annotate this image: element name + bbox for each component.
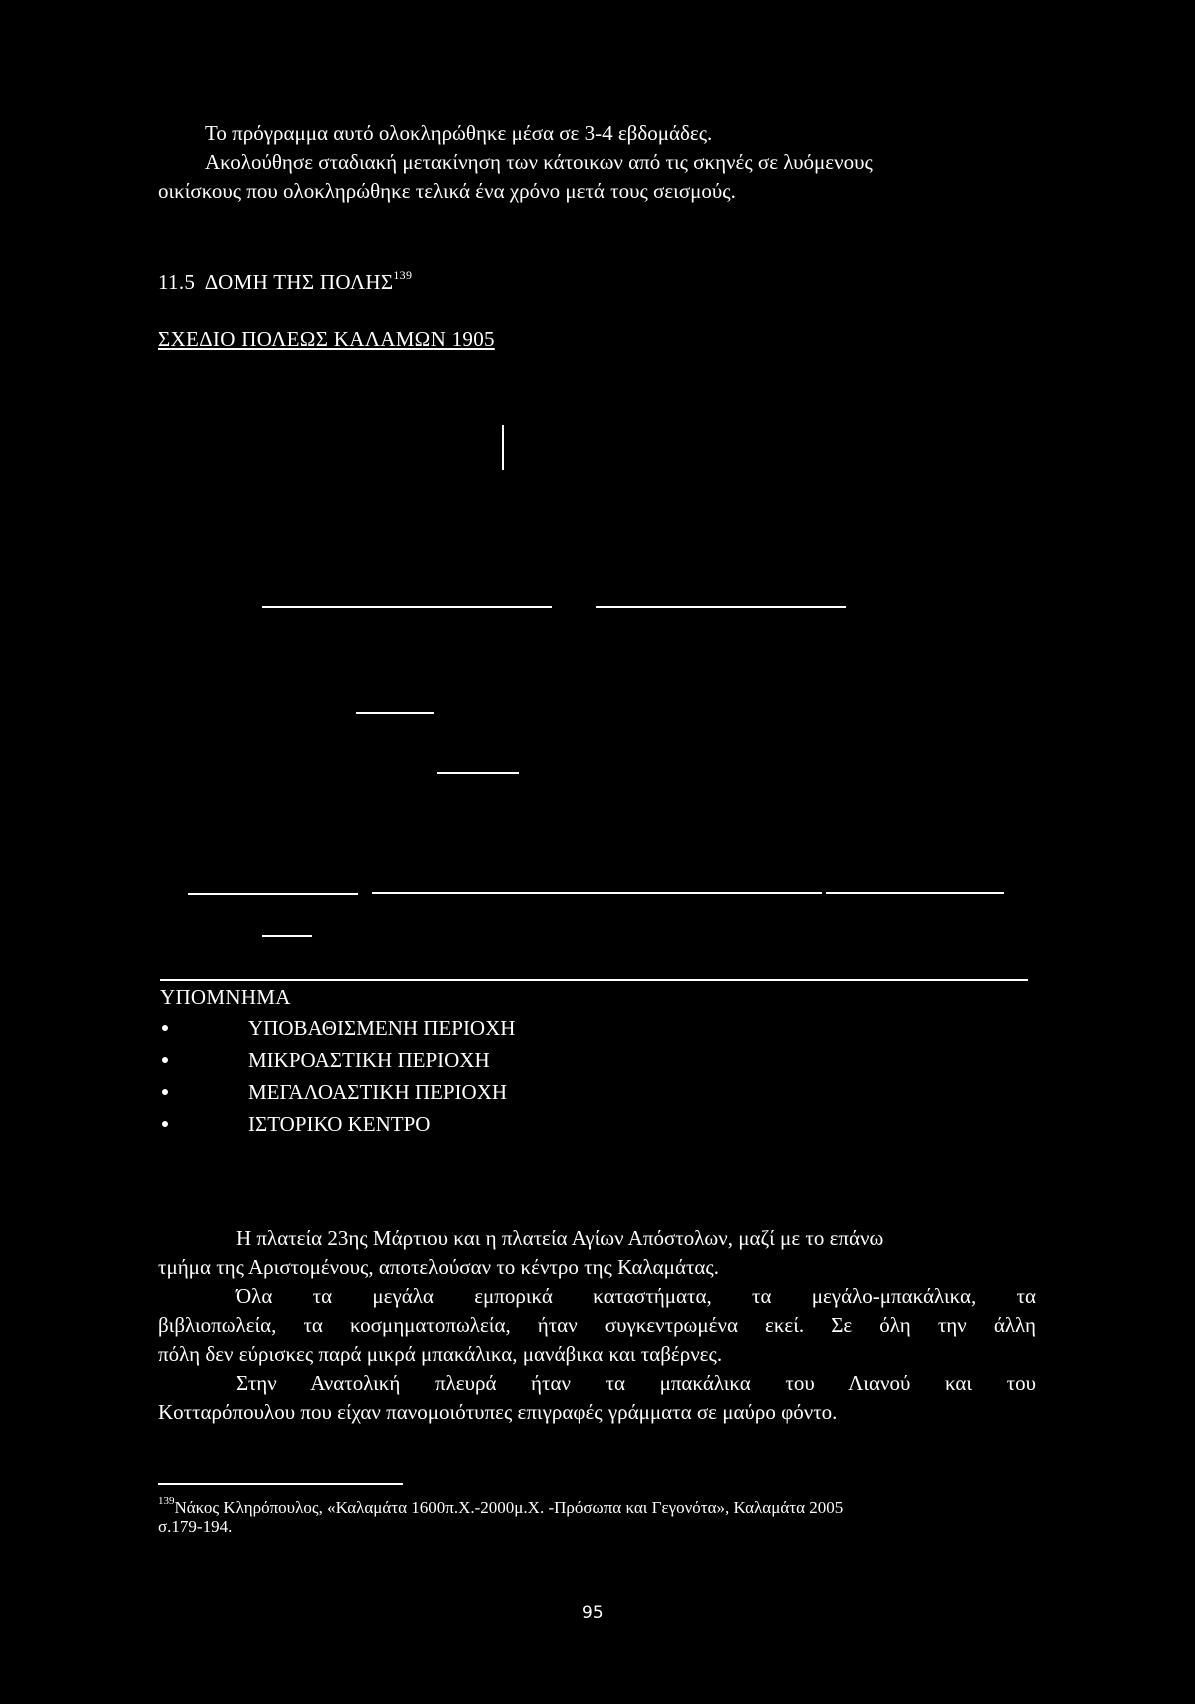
legend-item-label: ΜΙΚΡΟΑΣΤΙΚΗ ΠΕΡΙΟΧΗ [248, 1048, 490, 1072]
map-line [188, 893, 358, 895]
legend-item [160, 1012, 660, 1044]
footnote-line-2: σ.179-194. [158, 1517, 233, 1536]
body-line-3: Όλα τα μεγάλα εμπορικά καταστήματα, τα μεγάλο-μπακάλικα, τα [236, 1284, 1036, 1308]
bullet-icon [162, 1089, 168, 1095]
legend-heading: ΥΠΟΜΝΗΜΑ [160, 985, 291, 1009]
intro-line-2: Ακολούθησε σταδιακή μετακίνηση των κάτοικων από τις σκηνές σε λυόμενους [205, 150, 873, 174]
bullet-icon [162, 1025, 168, 1031]
intro-line-1: Το πρόγραμμα αυτό ολοκληρώθηκε μέσα σε 3-4 εβδομάδες. [205, 121, 713, 145]
legend-item [160, 1076, 660, 1108]
map-line [596, 606, 846, 608]
body-line-6: Στην Ανατολική πλευρά ήταν τα μπακάλικα του Λιανού και του [236, 1371, 1036, 1395]
map-line [372, 892, 822, 894]
footnote-text: Νάκος Κληρόπουλος, «Καλαμάτα 1600π.Χ.-2000μ.Χ. -Πρόσωπα και Γεγονότα», Καλαμάτα 2005 [174, 1498, 844, 1517]
footnote-line-1 [158, 1488, 843, 1521]
body-line-4: βιβλιοπωλεία, τα κοσμηματοπωλεία, ήταν συγκεντρωμένα εκεί. Σε όλη την άλλη [158, 1313, 1036, 1337]
map-line [826, 892, 1004, 894]
section-title: ΔΟΜΗ ΤΗΣ ΠΟΛΗΣ [204, 270, 394, 294]
body-line-7: Κοτταρόπουλου που είχαν πανομοιότυπες επιγραφές γράμματα σε μαύρο φόντο. [158, 1400, 838, 1424]
legend-item-label: ΜΕΓΑΛΟΑΣΤΙΚΗ ΠΕΡΙΟΧΗ [248, 1080, 508, 1104]
bullet-icon [162, 1057, 168, 1063]
map-line [262, 935, 312, 937]
legend-item [160, 1108, 660, 1140]
map-line [262, 606, 552, 608]
map-line [437, 772, 519, 774]
page-number: 95 [582, 1603, 604, 1623]
legend-item [160, 1044, 660, 1076]
legend-item-label: ΙΣΤΟΡΙΚΟ ΚΕΝΤΡΟ [248, 1112, 431, 1136]
map-line [502, 425, 504, 470]
legend-list [160, 1012, 660, 1140]
intro-line-3: οικίσκους που ολοκληρώθηκε τελικά ένα χρόνο μετά τους σεισμούς. [158, 179, 736, 203]
legend-top-rule [160, 979, 1028, 981]
body-line-1: Η πλατεία 23ης Μάρτιου και η πλατεία Αγίων Απόστολων, μαζί με το επάνω [236, 1226, 884, 1250]
map-line [356, 712, 434, 714]
plan-title: ΣΧΕΔΙΟ ΠΟΛΕΩΣ ΚΑΛΑΜΩΝ 1905 [158, 327, 495, 351]
body-line-2: τμήμα της Αριστομένους, αποτελούσαν το κέντρο της Καλαμάτας. [158, 1255, 719, 1279]
body-line-5: πόλη δεν εύρισκες παρά μικρά μπακάλικα, μανάβικα και ταβέρνες. [158, 1342, 723, 1366]
footnote-rule [158, 1483, 403, 1485]
bullet-icon [162, 1121, 168, 1127]
section-number: 11.5 [158, 270, 196, 294]
footnote-ref: 139 [393, 268, 413, 282]
legend-item-label: ΥΠΟΒΑΘΙΣΜΕΝΗ ΠΕΡΙΟΧΗ [248, 1016, 516, 1040]
footnote-number: 139 [158, 1495, 175, 1507]
section-heading [158, 268, 412, 295]
